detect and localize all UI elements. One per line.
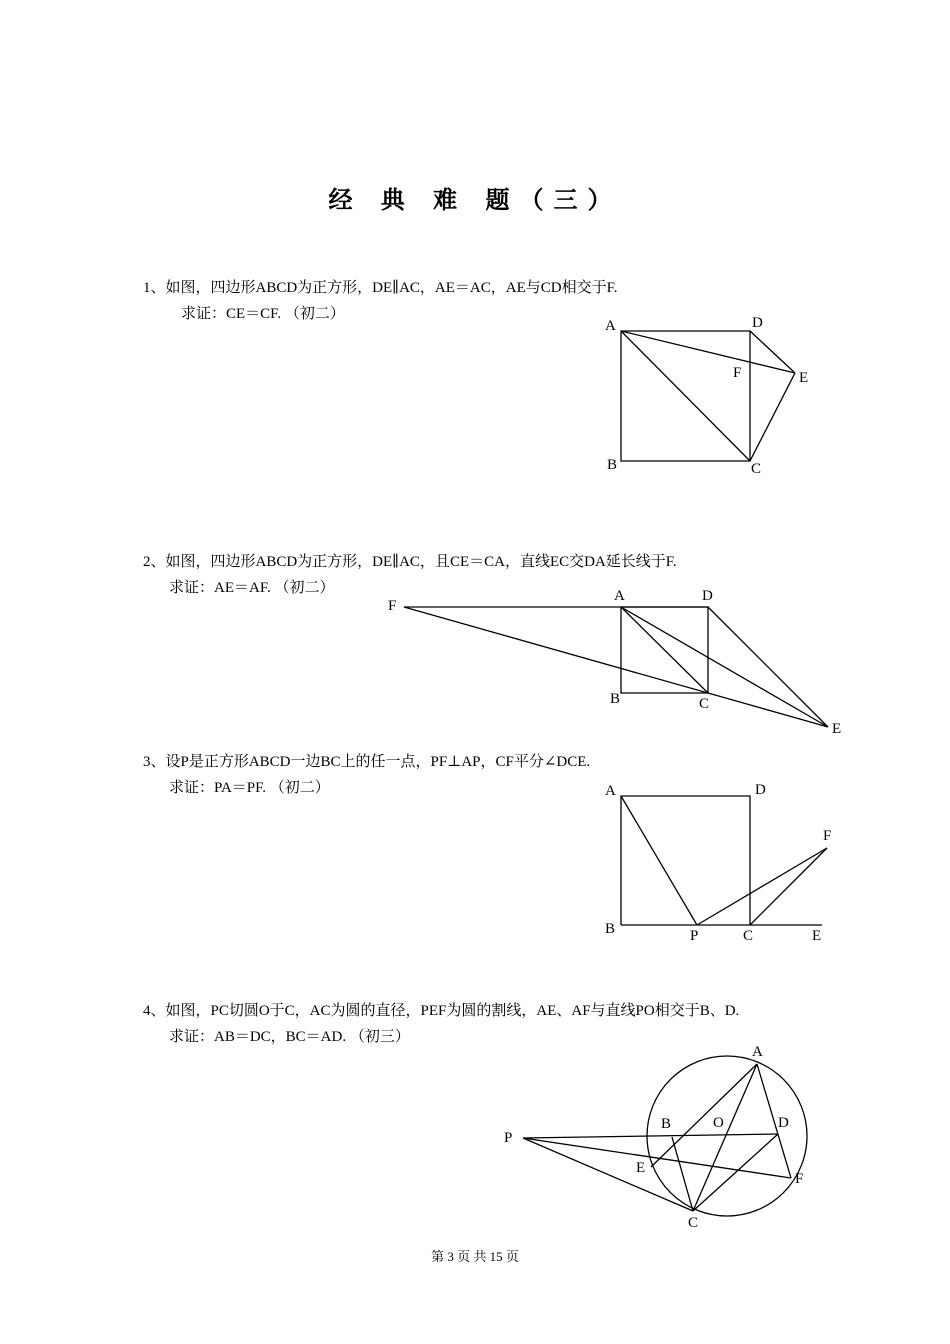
diameter-ac-4 [693, 1064, 757, 1211]
label-e-1: E [799, 370, 809, 386]
label-e-3: E [812, 928, 822, 944]
figure-1 [605, 315, 808, 477]
label-a-4: A [752, 1044, 763, 1060]
label-e-4: E [636, 1160, 646, 1176]
figure-2 [388, 588, 841, 737]
segment-de-1 [750, 331, 795, 373]
label-b-3: B [605, 921, 616, 937]
label-c-4: C [688, 1215, 699, 1231]
label-o-4: O [713, 1115, 724, 1131]
label-c-2: C [699, 696, 710, 712]
label-a-2: A [614, 588, 625, 604]
label-d-3: D [755, 782, 766, 798]
label-d-1: D [752, 315, 763, 331]
page-title: 经 典 难 题（三） [328, 186, 622, 214]
problem-2-proof: 求证：AE＝AF. （初二） [169, 580, 335, 596]
problem-2-statement: 2、如图，四边形ABCD为正方形，DE∥AC，且CE＝CA，直线EC交DA延长线于F. [143, 554, 677, 570]
label-f-4: F [795, 1171, 804, 1187]
segment-ae-1 [621, 331, 795, 373]
problem-4-statement: 4、如图，PC切圆O于C，AC为圆的直径，PEF为圆的割线，AE、AF与直线PO相交于B、D. [143, 1003, 740, 1019]
label-b-2: B [610, 691, 621, 707]
label-f-2: F [388, 598, 397, 614]
label-a-1: A [605, 318, 616, 334]
label-a-3: A [605, 783, 616, 799]
figure-4 [504, 1044, 807, 1231]
page-footer: 第 3 页 共 15 页 [431, 1249, 519, 1264]
label-c-3: C [743, 928, 754, 944]
label-e-2: E [832, 721, 842, 737]
problem-1-proof: 求证：CE＝CF. （初二） [181, 306, 345, 322]
label-b-4: B [661, 1116, 672, 1132]
problem-3-proof: 求证：PA＝PF. （初二） [169, 780, 330, 796]
label-d-2: D [702, 588, 713, 604]
figure-3 [605, 782, 831, 944]
diagonal-ac-1 [621, 331, 750, 461]
label-p-4: P [504, 1130, 513, 1146]
line-fe-2 [404, 607, 828, 727]
line-po-4 [523, 1134, 778, 1138]
label-f-1: F [733, 365, 742, 381]
label-b-1: B [607, 457, 618, 473]
label-d-4: D [778, 1115, 789, 1131]
segment-de-2 [708, 607, 828, 727]
label-f-3: F [823, 828, 832, 844]
problem-3-statement: 3、设P是正方形ABCD一边BC上的任一点，PF⊥AP，CF平分∠DCE. [143, 754, 591, 770]
label-p-3: P [690, 928, 699, 944]
problem-1-statement: 1、如图，四边形ABCD为正方形，DE∥AC，AE＝AC，AE与CD相交于F. [143, 280, 618, 296]
segment-pc-4 [523, 1138, 693, 1211]
label-c-1: C [751, 461, 762, 477]
problem-4-proof: 求证：AB＝DC，BC＝AD. （初三） [169, 1029, 410, 1045]
segment-bc-4 [672, 1137, 693, 1211]
segment-dc-4 [693, 1134, 778, 1211]
segment-ec-1 [750, 373, 795, 461]
segment-ae-2 [621, 607, 828, 727]
segment-ap-3 [621, 796, 697, 925]
